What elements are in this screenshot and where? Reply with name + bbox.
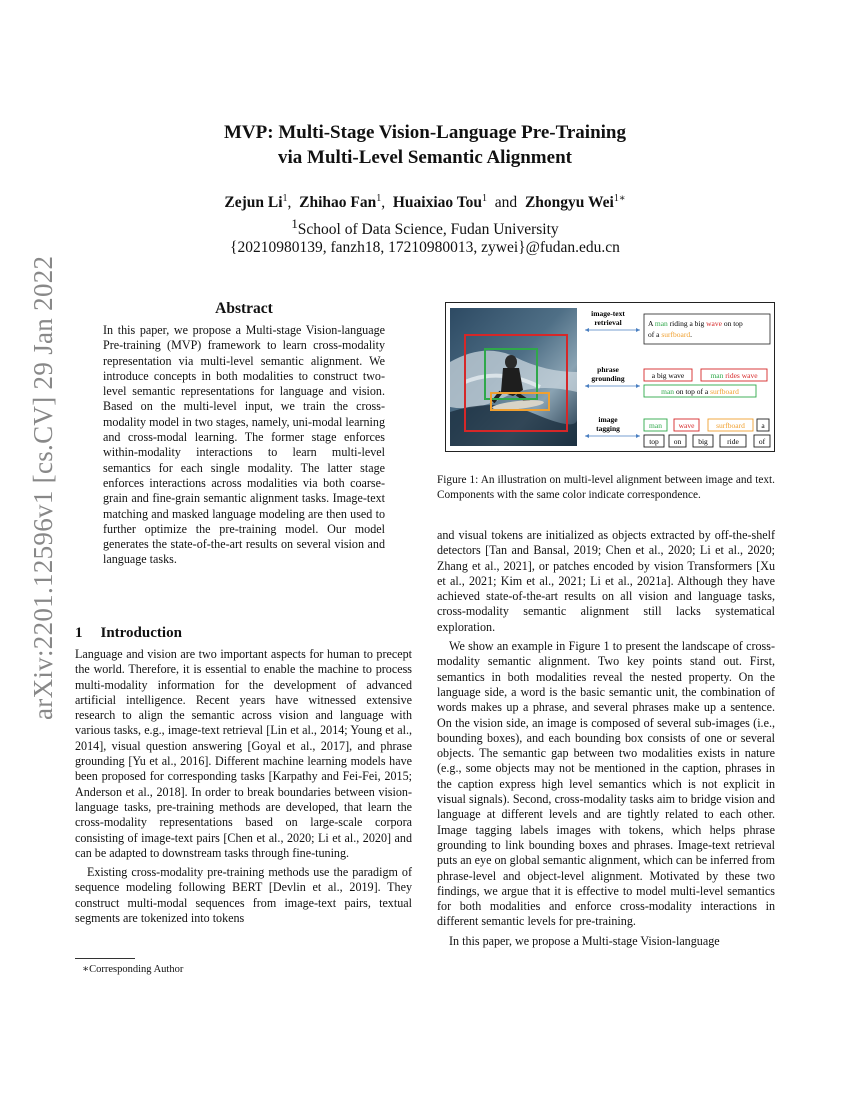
figure-caption: Figure 1: An illustration on multi-level alignment between image and text. Components with the same color indicate correspondence. — [437, 474, 775, 501]
section-number: 1 — [75, 625, 83, 641]
label-image-text: image-text — [591, 309, 625, 318]
affiliation — [0, 216, 850, 239]
author-3: Huaixiao Tou — [392, 194, 483, 212]
tag-of: of — [758, 437, 766, 446]
intro-paragraph-2: Existing cross-modality pre-training methods use the paradigm of sequence modeling following BERT [Devlin et al., 2019]. They construct multi-modal sequences from image-text pairs, textual segments are tokenized into tokens — [75, 865, 412, 926]
phrase-1: a big wave — [651, 371, 685, 380]
paper-title — [0, 120, 850, 170]
surf-photo — [450, 308, 577, 446]
affiliation-text: School of Data Science, Fudan University — [297, 221, 559, 239]
tag-big: big — [698, 437, 708, 446]
intro-column-left — [75, 647, 412, 926]
intro-column-right — [437, 528, 775, 949]
section-heading-introduction — [75, 625, 200, 642]
tag-a: a — [761, 421, 765, 430]
tag-wave: wave — [678, 421, 695, 430]
author-1: Zejun Li — [224, 194, 283, 212]
author-4: Zhongyu Wei — [524, 194, 614, 212]
section-title: Introduction — [100, 625, 182, 641]
tag-surfboard: surfboard — [716, 421, 745, 430]
author-1-sup: 1 — [282, 193, 288, 204]
label-tagging: tagging — [596, 424, 620, 433]
label-grounding: grounding — [591, 374, 625, 383]
caption-line-2: of a surfboard. — [648, 330, 692, 339]
author-list: Zejun Li$^1$, Zhihao Fan$^1$, Huaixiao Tou$^1$ and Zhongyu Wei$^{1∗}$ — [224, 193, 626, 212]
phrase-3: man on top of a surfboard — [661, 387, 739, 396]
arxiv-watermark: arXiv:2201.12596v1 [cs.CV] 29 Jan 2022 — [28, 255, 58, 720]
tag-ride: ride — [727, 437, 739, 446]
tag-on: on — [673, 437, 682, 446]
intro-paragraph-4: We show an example in Figure 1 to present the landscape of cross-modality semantic alignment. Two key points stand out. First, semantics in both modalities reveal the nested property. On the language side, a word is the basic semantic unit, the combination of words makes up a phrase, and several phrases make up a sentence. On the vision side, an image is composed of several sub-images (i.e., bounding boxes), and each bounding box consists of one or several objects. The semantic gap between two modalities exists in nature (e.g., some objects may not be mentioned in the caption, phrases in the caption express high level semantics which is not explicit in visual signals). Second, cross-modality tasks aim to bridge vision and language at different levels and are tightly related to each other. Image tagging labels images with tokens, which helps phrase grounding to link bounding boxes and phrases. Image-text retrieval puts an eye on global semantic alignment, which can be inferred from phrase-level and object-level alignment. Motivated by these two findings, we argue that it is effective to model multi-level semantics for both modalities and enforce cross-modality interactions in different semantic levels for pre-training. — [437, 639, 775, 929]
author-and: and — [494, 194, 518, 212]
figure-1 — [445, 302, 775, 452]
author-2: Zhihao Fan — [299, 194, 377, 212]
footnote: ∗Corresponding Author — [82, 964, 184, 975]
tag-man: man — [649, 421, 662, 430]
author-3-sup: 1 — [482, 193, 488, 204]
author-4-sup: 1∗ — [613, 193, 626, 204]
intro-paragraph-5: In this paper, we propose a Multi-stage Vision-language — [449, 933, 720, 948]
title-line-1: MVP: Multi-Stage Vision-Language Pre-Training — [224, 122, 626, 143]
footnote-rule — [75, 958, 135, 959]
emails: {20210980139, fanzh18, 17210980013, zywei}@fudan.edu.cn — [230, 239, 620, 256]
intro-paragraph-3: and visual tokens are initialized as objects extracted by off-the-shelf detectors [Tan and Bansal, 2019; Chen et al., 2020; Li et al., 2020; Zhang et al., 2021], or patches encoded by vision Transformers [Xu et al., 2021; Kim et al., 2021; Li et al., 2021a]. Although they have achieved state-of-the-art results on all vision and language tasks, cross-modality semantic alignment still lacks systematical exploration. — [437, 528, 775, 634]
tag-top: top — [649, 437, 659, 446]
caption-line-1: A man riding a big wave on top — [648, 319, 743, 328]
label-retrieval: retrieval — [594, 318, 622, 327]
label-image: image — [598, 415, 618, 424]
affiliation-sup: 1 — [291, 216, 298, 231]
abstract-text: In this paper, we propose a Multi-stage Vision-language Pre-training (MVP) framework to learn cross-modality representation via multi-level semantic alignment. We introduce concepts in both modalities to construct two-level semantic representations for language and vision. Based on the multi-level input, we train the cross-modality model in two stages, namely, uni-modal learning and cross-modal learning. The former stage enforces within-modality interactions to learn multi-level semantics for each single modality. The latter stage enforces interactions across modalities via both coarse-grain and fine-grain semantic alignment tasks. Image-text matching and masked language modeling are then used to further optimize the pre-training model. Our model generates the state-of-the-art results on several vision and language tasks. — [103, 323, 385, 567]
title-line-2: via Multi-Level Semantic Alignment — [278, 147, 572, 168]
label-phrase: phrase — [597, 365, 619, 374]
author-2-sup: 1 — [376, 193, 382, 204]
phrase-2: man rides wave — [710, 371, 758, 380]
abstract-heading: Abstract — [215, 300, 273, 317]
intro-paragraph-1: Language and vision are two important aspects for human to precept the world. Therefore, it is essential to enable the machine to process multi-modality information for the development of advanced artificial intelligence. Recent years have witnessed extensive research to align the semantic across vision and language with various tasks, e.g., image-text retrieval [Lin et al., 2014; Young et al., 2014], visual question answering [Goyal et al., 2017], and phrase grounding [Yu et al., 2016]. Different machine learning models have been proposed for corresponding tasks [Karpathy and Fei-Fei, 2015; Anderson et al., 2018]. In order to break boundaries between vision-language tasks, pre-training methods are developed, that learn the cross-modality representations based on large-scale corpora consisting of image-text pairs [Chen et al., 2020; Li et al., 2020] and can be adapted to downstream tasks through fine-tuning. — [75, 647, 412, 860]
